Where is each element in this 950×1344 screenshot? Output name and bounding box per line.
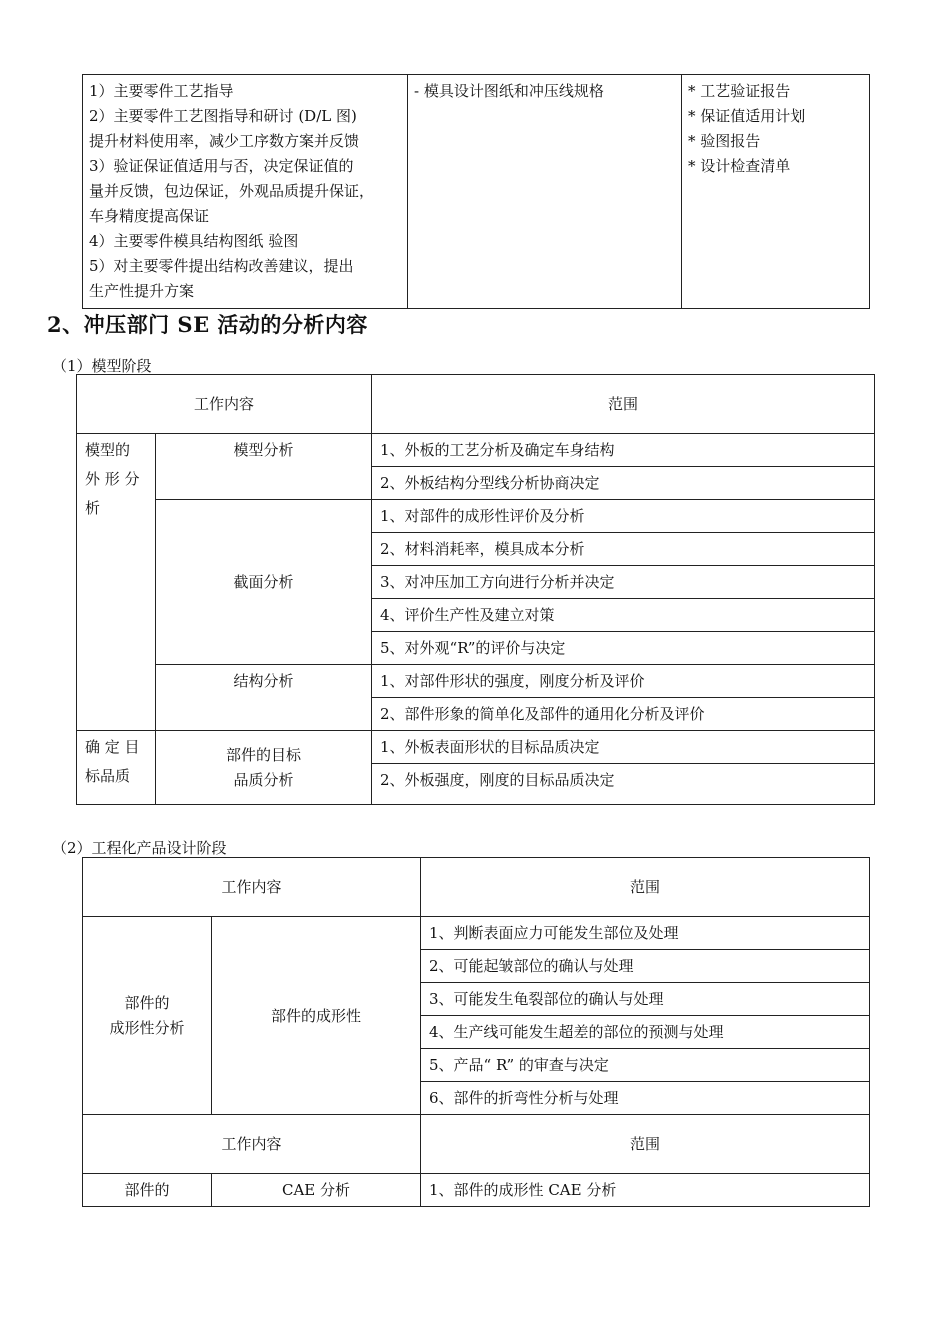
sub-cae-analysis: CAE 分析: [212, 1174, 421, 1207]
scope-item: 3、对冲压加工方向进行分析并决定: [372, 566, 875, 599]
sub-target-quality-analysis: 部件的目标 品质分析: [156, 731, 372, 805]
outputs-cell: [682, 75, 870, 309]
scope-item: 2、部件形象的简单化及部件的通用化分析及评价: [372, 698, 875, 731]
task-line: 3）验证保证值适用与否，决定保证值的: [89, 157, 354, 175]
engineering-design-stage-table: [82, 857, 870, 1207]
scope-item: 2、外板强度，刚度的目标品质决定: [372, 764, 875, 805]
scope-item: 4、评价生产性及建立对策: [372, 599, 875, 632]
section-heading: 2、冲压部门 SE 活动的分析内容: [47, 312, 368, 337]
header-scope: 范围: [372, 375, 875, 434]
task-line: 生产性提升方案: [89, 282, 195, 300]
scope-item: 1、外板表面形状的目标品质决定: [372, 731, 875, 764]
group-target-quality: 确 定 目 标品质: [77, 731, 156, 805]
task-line: 5）对主要零件提出结构改善建议，提出: [89, 257, 354, 275]
output-line: * 工艺验证报告: [688, 82, 791, 100]
scope-item: 5、产品“ R” 的审查与决定: [421, 1049, 870, 1082]
scope-item: 3、可能发生龟裂部位的确认与处理: [421, 983, 870, 1016]
scope-item: 2、可能起皱部位的确认与处理: [421, 950, 870, 983]
task-line: 4）主要零件模具结构图纸 验图: [89, 232, 299, 250]
task-line: 提升材料使用率，减少工序数方案并反馈: [89, 132, 360, 150]
header-work-content: 工作内容: [77, 375, 372, 434]
guidance-tasks-cell: [83, 75, 408, 309]
scope-item: 1、对部件形状的强度，刚度分析及评价: [372, 665, 875, 698]
sub-section-analysis: 截面分析: [156, 500, 372, 665]
scope-item: 5、对外观“R”的评价与决定: [372, 632, 875, 665]
sub-model-analysis: 模型分析: [156, 434, 372, 500]
header-work-content: 工作内容: [83, 858, 421, 917]
process-guidance-table: [82, 74, 870, 309]
group-cae: 部件的: [83, 1174, 212, 1207]
group-shape-analysis: 模型的 外 形 分 析: [77, 434, 156, 731]
stage2-label: （2）工程化产品设计阶段: [52, 839, 227, 857]
header-scope: 范围: [421, 1115, 870, 1174]
scope-item: 6、部件的折弯性分析与处理: [421, 1082, 870, 1115]
sub-structure-analysis: 结构分析: [156, 665, 372, 731]
scope-item: 2、材料消耗率，模具成本分析: [372, 533, 875, 566]
task-line: 车身精度提高保证: [89, 207, 210, 225]
output-line: * 设计检查清单: [688, 157, 791, 175]
scope-item: 1、对部件的成形性评价及分析: [372, 500, 875, 533]
task-line: 2）主要零件工艺图指导和研讨 (D/L 图): [89, 107, 357, 125]
scope-item: 1、判断表面应力可能发生部位及处理: [421, 917, 870, 950]
scope-item: 2、外板结构分型线分析协商决定: [372, 467, 875, 500]
output-line: * 保证值适用计划: [688, 107, 806, 125]
task-line: 1）主要零件工艺指导: [89, 82, 234, 100]
sub-formability: 部件的成形性: [212, 917, 421, 1115]
input-line: - 模具设计图纸和冲压线规格: [414, 82, 604, 100]
scope-item: 4、生产线可能发生超差的部位的预测与处理: [421, 1016, 870, 1049]
model-stage-table: [76, 374, 875, 805]
stage1-label: （1）模型阶段: [52, 357, 152, 375]
header-scope: 范围: [421, 858, 870, 917]
group-formability-analysis: 部件的 成形性分析: [83, 917, 212, 1115]
output-line: * 验图报告: [688, 132, 761, 150]
scope-item: 1、外板的工艺分析及确定车身结构: [372, 434, 875, 467]
scope-item: 1、部件的成形性 CAE 分析: [421, 1174, 870, 1207]
header-work-content: 工作内容: [83, 1115, 421, 1174]
inputs-cell: [408, 75, 682, 309]
task-line: 量并反馈，包边保证，外观品质提升保证，: [89, 182, 375, 200]
